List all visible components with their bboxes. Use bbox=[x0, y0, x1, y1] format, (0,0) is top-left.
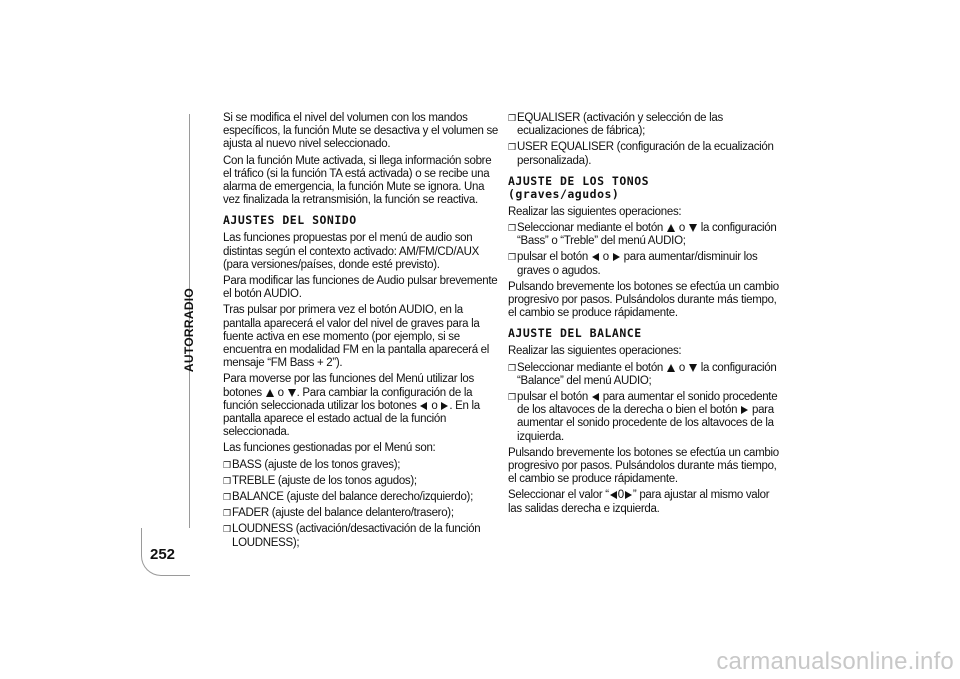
list-item-text bbox=[232, 491, 473, 504]
list-item-text bbox=[517, 112, 783, 138]
list-item-text bbox=[517, 141, 783, 167]
section-heading bbox=[508, 175, 783, 201]
text-run: BASS (ajuste de los tonos graves); bbox=[232, 458, 401, 471]
triangle-right-icon bbox=[613, 253, 620, 261]
bullet-icon: ❒ bbox=[223, 508, 231, 519]
text-run: o bbox=[675, 361, 688, 374]
text-run: para aumentar el sonido procedente de los altavoces de la derecha o bien el botón bbox=[517, 391, 778, 417]
text-run: o bbox=[599, 251, 612, 264]
page-number: 252 bbox=[150, 546, 176, 563]
triangle-right-icon bbox=[441, 402, 448, 410]
list-item bbox=[223, 475, 500, 488]
text-run: AJUSTES DEL SONIDO bbox=[223, 213, 357, 228]
list-item bbox=[223, 491, 500, 504]
bullet-icon: ❒ bbox=[223, 459, 231, 470]
text-run: Tras pulsar por primera vez el botón AUDIO, en la pantalla aparecerá el valor del nivel de graves para la fuente activa en ese momento (por ejemplo, si se encuentra en modalidad FM en la pantalla aparecerá el mensaje “FM Bass + 2”). bbox=[223, 304, 490, 370]
paragraph bbox=[508, 206, 783, 219]
paragraph bbox=[223, 442, 500, 455]
paragraph bbox=[223, 232, 500, 272]
list-item bbox=[508, 391, 783, 444]
triangle-left-icon bbox=[420, 402, 427, 410]
list-item bbox=[508, 141, 783, 167]
triangle-right-icon bbox=[625, 491, 632, 499]
list-item-text bbox=[232, 475, 417, 488]
watermark: carmanualsonline.info bbox=[716, 648, 954, 675]
bullet-icon: ❒ bbox=[508, 113, 516, 123]
right-column bbox=[508, 112, 783, 519]
triangle-up-icon bbox=[266, 389, 274, 397]
text-run: AJUSTE DE LOS TONOS (graves/agudos) bbox=[508, 173, 650, 201]
text-run: Con la función Mute activada, si llega información sobre el tráfico (si la función TA está activada) o se recibe una alarma de emergencia, la función Mute se ignora. Una vez finalizada la retransmisión, la función se reactiva. bbox=[223, 154, 492, 207]
section-heading bbox=[508, 327, 783, 340]
list-item-text bbox=[517, 251, 783, 277]
text-run: TREBLE (ajuste de los tonos agudos); bbox=[232, 474, 417, 487]
text-run: BALANCE (ajuste del balance derecho/izquierdo); bbox=[232, 491, 473, 504]
text-run: Las funciones propuestas por el menú de audio son distintas según el contexto activado: AM/FM/CD/AUX (para versiones/países, donde esté previsto). bbox=[223, 232, 480, 271]
text-run: AJUSTE DEL BALANCE bbox=[508, 326, 642, 341]
triangle-up-icon bbox=[667, 224, 675, 232]
bullet-icon: ❒ bbox=[508, 362, 516, 373]
paragraph bbox=[223, 275, 500, 301]
paragraph bbox=[223, 112, 500, 152]
list-item-text bbox=[232, 523, 500, 549]
text-run: o bbox=[675, 222, 688, 235]
triangle-up-icon bbox=[667, 364, 675, 372]
text-run: para aumentar/disminuir los graves o agudos. bbox=[517, 251, 758, 277]
text-run: la configuración “Balance” del menú AUDIO; bbox=[517, 361, 777, 387]
triangle-left-icon bbox=[610, 491, 617, 499]
text-run: Realizar las siguientes operaciones: bbox=[508, 345, 682, 358]
text-run: la configuración “Bass” o “Treble” del menú AUDIO; bbox=[517, 222, 777, 248]
text-run: LOUDNESS (activación/desactivación de la función LOUDNESS); bbox=[232, 523, 481, 549]
text-run: . Para cambiar la configuración de la función seleccionada utilizar los botones bbox=[223, 386, 473, 412]
paragraph bbox=[508, 447, 783, 487]
text-run: pulsar el botón bbox=[517, 251, 591, 264]
bullet-icon: ❒ bbox=[508, 392, 516, 403]
text-run: FADER (ajuste del balance delantero/trasero); bbox=[232, 507, 454, 520]
text-run: para aumentar el sonido procedente de los altavoces de la izquierda. bbox=[517, 404, 774, 443]
text-run: o bbox=[428, 399, 441, 412]
text-run: Seleccionar el valor “ bbox=[508, 489, 609, 502]
triangle-down-icon bbox=[288, 389, 296, 397]
list-item bbox=[223, 523, 500, 549]
triangle-right-icon bbox=[741, 406, 748, 414]
bullet-icon: ❒ bbox=[223, 492, 231, 503]
triangle-left-icon bbox=[592, 393, 599, 401]
text-run: Pulsando brevemente los botones se efectúa un cambio progresivo por pasos. Pulsándolos durante más tiempo, el cambio se produce rápidamente. bbox=[508, 280, 779, 320]
bullet-icon: ❒ bbox=[508, 252, 516, 263]
paragraph bbox=[223, 373, 500, 439]
text-run: Si se modifica el nivel del volumen con los mandos específicos, la función Mute se desactiva y el volumen se ajusta al nuevo nivel seleccionado. bbox=[223, 112, 499, 151]
text-run: ” para ajustar al mismo valor las salidas derecha e izquierda. bbox=[508, 489, 770, 515]
list-item-text bbox=[517, 391, 783, 444]
list-item-text bbox=[517, 222, 783, 248]
list-item bbox=[508, 112, 783, 138]
paragraph bbox=[223, 155, 500, 208]
section-heading bbox=[223, 214, 500, 227]
triangle-down-icon bbox=[689, 224, 697, 232]
paragraph bbox=[223, 304, 500, 370]
list-item bbox=[508, 251, 783, 277]
text-run: o bbox=[274, 386, 287, 399]
text-run: EQUALISER (activación y selección de las ecualizaciones de fábrica); bbox=[517, 112, 723, 138]
list-item bbox=[508, 222, 783, 248]
triangle-down-icon bbox=[689, 364, 697, 372]
bullet-icon: ❒ bbox=[508, 142, 516, 153]
text-run: Seleccionar mediante el botón bbox=[517, 361, 666, 374]
list-item bbox=[508, 362, 783, 388]
paragraph bbox=[508, 281, 783, 321]
section-label: AUTORRADIO bbox=[182, 287, 196, 373]
text-run: Las funciones gestionadas por el Menú son: bbox=[223, 442, 436, 455]
text-run: Para modificar las funciones de Audio pulsar brevemente el botón AUDIO. bbox=[223, 275, 498, 301]
bullet-icon: ❒ bbox=[223, 475, 231, 486]
list-item bbox=[223, 507, 500, 520]
text-run: USER EQUALISER (configuración de la ecualización personalizada). bbox=[517, 141, 774, 167]
text-run: Seleccionar mediante el botón bbox=[517, 222, 666, 235]
text-run: . En la pantalla aparece el estado actual de la función seleccionada. bbox=[223, 399, 480, 439]
triangle-left-icon bbox=[592, 253, 599, 261]
text-run: 0 bbox=[617, 489, 624, 502]
list-item-text bbox=[232, 507, 454, 520]
list-item bbox=[223, 459, 500, 472]
bullet-icon: ❒ bbox=[508, 223, 516, 234]
list-item-text bbox=[517, 362, 783, 388]
text-run: pulsar el botón bbox=[517, 391, 591, 404]
paragraph bbox=[508, 489, 783, 515]
text-run: Pulsando brevemente los botones se efectúa un cambio progresivo por pasos. Pulsándolos durante más tiempo, el cambio se produce rápidamente. bbox=[508, 446, 779, 486]
text-run: Realizar las siguientes operaciones: bbox=[508, 205, 682, 218]
list-item-text bbox=[232, 459, 400, 472]
text-run: Para moverse por las funciones del Menú utilizar los botones bbox=[223, 373, 474, 399]
paragraph bbox=[508, 345, 783, 358]
left-column bbox=[223, 112, 500, 553]
bullet-icon: ❒ bbox=[223, 524, 231, 535]
